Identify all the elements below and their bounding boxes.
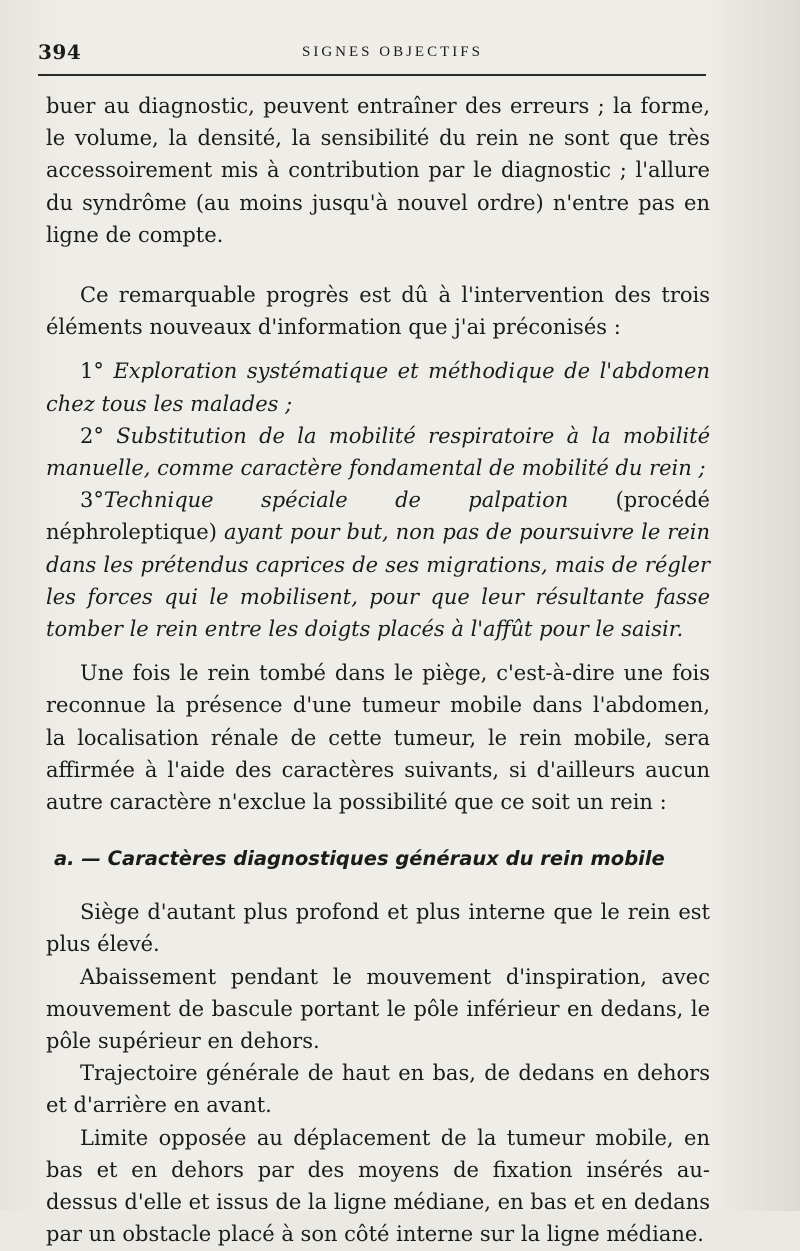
list-item-3-number: 3° [80,488,104,513]
paragraph-trajectoire: Trajectoire générale de haut en bas, de dedans en dehors et d'arrière en avant. [46,1061,710,1118]
list-item-2-text: Substitution de la mobilité respiratoire à la mobilité manuelle, comme caractère fondamental de mobilité du rein ; [46,423,710,481]
list-item-1 [46,355,710,419]
list-item-3-title: Technique spéciale de palpation [103,488,569,513]
paragraph-limite: Limite opposée au déplacement de la tumeur mobile, en bas et en dehors par des moyens de fixation insérés au-dessus d'elle et issus de la ligne médiane, en bas et en dedans par un obstacle placé à son côté interne sur la ligne médiane. [46,1125,711,1247]
page-header [38,40,706,76]
list-item-2-number: 2° [80,423,104,448]
list-item-1-number: 1° [80,359,104,384]
page-number: 394 [38,40,82,64]
paragraph-siege: Siège d'autant plus profond et plus interne que le rein est plus élevé. [46,900,710,957]
body-text [46,90,710,1251]
running-head: SIGNES OBJECTIFS [302,44,483,60]
list-item-1-text: Exploration systématique et méthodique de l'abdomen chez tous les malades ; [46,359,710,416]
paragraph-continuation: buer au diagnostic, peuvent entraîner des erreurs ; la forme, le volume, la densité, la sensibilité du rein ne sont que très accessoirement mis à contribution par le diagnostic ; l'allure du syndrôme (au moins jusqu'à nouvel ordre) n'entre pas en ligne de compte. [46,94,710,247]
list-item-2 [46,420,710,484]
paragraph-progress: Ce remarquable progrès est dû à l'intervention des trois éléments nouveaux d'information que j'ai préconisés : [46,283,710,340]
list-item-3 [46,484,710,645]
list-item-3-text: ayant pour but, non pas de poursuivre le rein dans les prétendus caprices de ses migrations, mais de régler les forces qui le mobilisent, pour que leur résultante fasse tomber le rein entre les doigts placés à l'affût pour le saisir. [46,520,710,642]
paragraph-trap: Une fois le rein tombé dans le piège, c'est-à-dire une fois reconnue la présence d'une tumeur mobile dans l'abdomen, la localisation rénale de cette tumeur, le rein mobile, sera affirmée à l'aide des caractères suivants, si d'ailleurs aucun autre caractère n'exclue la possibilité que ce soit un rein : [46,661,710,815]
list-item-3-parenthetical: (procédé néphroleptique) [46,488,710,545]
paragraph-abaissement: Abaissement pendant le mouvement d'inspiration, avec mouvement de bascule portant le pôle inférieur en dedans, le pôle supérieur en dehors. [46,964,710,1054]
section-heading: a. — Caractères diagnostiques généraux du rein mobile [54,847,665,871]
